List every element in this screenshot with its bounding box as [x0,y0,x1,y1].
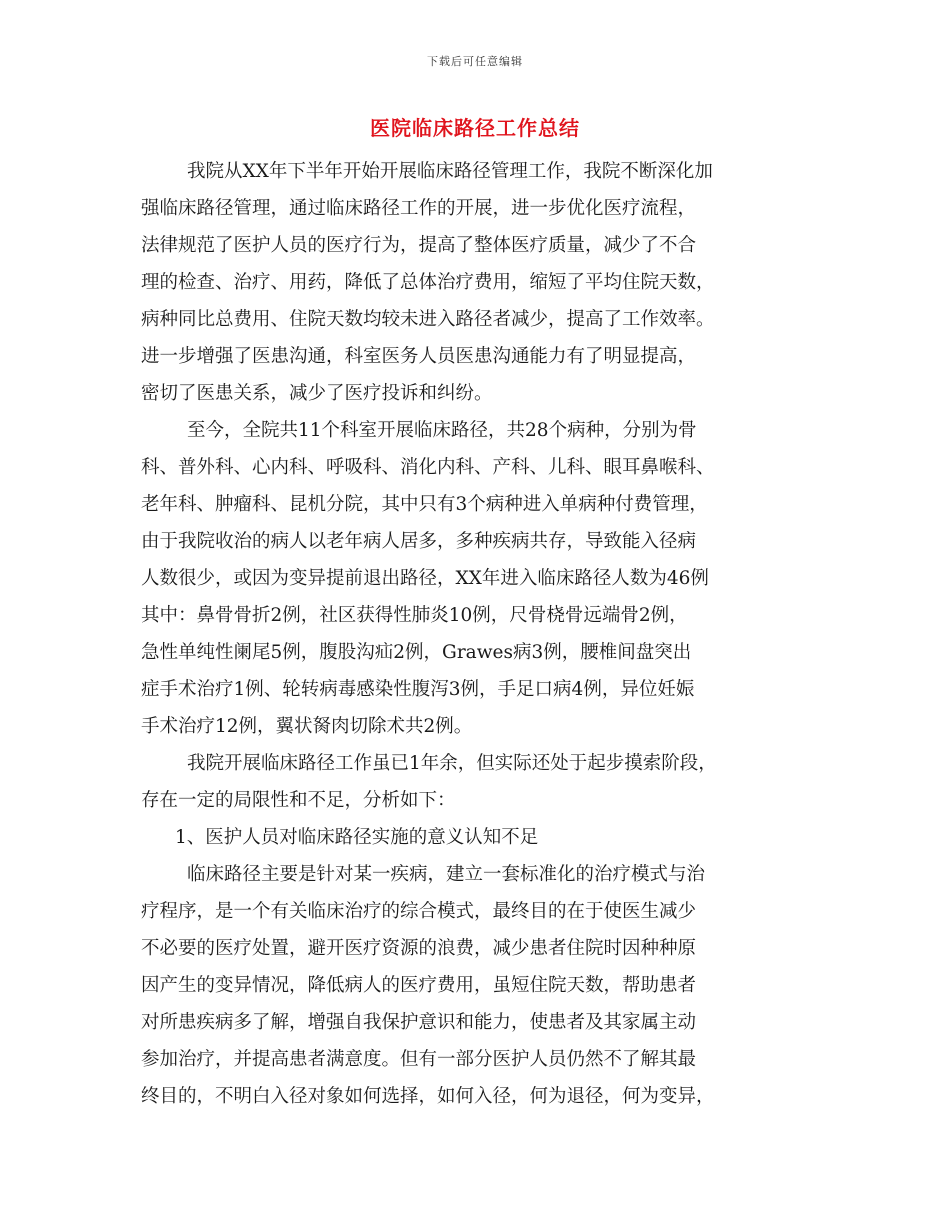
text-line: 密切了医患关系，减少了医疗投诉和纠纷。 [141,383,493,404]
section-heading: 1、医护人员对临床路径实施的意义认知不足 [175,827,539,848]
text-line: 手术治疗12例，翼状胬肉切除术共2例。 [141,716,473,737]
text-line: 由于我院收治的病人以老年病人居多，多种疾病共存，导致能入径病 [141,531,697,552]
text-line: 不必要的医疗处置，避开医疗资源的浪费，减少患者住院时因种种原 [141,938,697,959]
text-line: 急性单纯性阑尾5例，腹股沟疝2例，Grawes病3例，腰椎间盘突出 [141,642,692,663]
text-line: 科、普外科、心内科、呼吸科、消化内科、产科、儿科、眼耳鼻喉科、 [141,457,715,478]
text-line: 存在一定的局限性和不足，分析如下： [141,790,456,811]
text-line: 进一步增强了医患沟通，科室医务人员医患沟通能力有了明显提高， [141,346,697,367]
body-text [141,153,809,1115]
text-line: 强临床路径管理，通过临床路径工作的开展，进一步优化医疗流程， [141,198,697,219]
text-line: 法律规范了医护人员的医疗行为，提高了整体医疗质量，减少了不合 [141,235,697,256]
text-line: 理的检查、治疗、用药，降低了总体治疗费用，缩短了平均住院天数， [141,272,715,293]
text-line: 我院开展临床路径工作虽已1年余，但实际还处于起步摸索阶段， [187,753,717,774]
header-note: 下载后可任意编辑 [427,55,523,68]
text-line: 参加治疗，并提高患者满意度。但有一部分医护人员仍然不了解其最 [141,1049,697,1070]
text-line: 终目的，不明白入径对象如何选择，如何入径，何为退径，何为变异， [141,1086,715,1107]
text-line: 我院从XX年下半年开始开展临床路径管理工作，我院不断深化加 [187,161,713,182]
text-line: 病种同比总费用、住院天数均较未进入路径者减少，提高了工作效率。 [141,309,715,330]
text-line: 老年科、肿瘤科、昆机分院，其中只有3个病种进入单病种付费管理， [141,494,708,515]
text-line: 疗程序，是一个有关临床治疗的综合模式，最终目的在于使医生减少 [141,901,697,922]
text-line: 其中：鼻骨骨折2例，社区获得性肺炎10例，尺骨桡骨远端骨2例， [141,605,688,626]
text-line: 人数很少，或因为变异提前退出路径，XX年进入临床路径人数为46例 [141,568,709,589]
text-line: 至今，全院共11个科室开展临床路径，共28个病种，分别为骨 [187,420,697,441]
text-line: 症手术治疗1例、轮转病毒感染性腹泻3例，手足口病4例，异位妊娠 [141,679,695,700]
text-line: 对所患疾病多了解，增强自我保护意识和能力，使患者及其家属主动 [141,1012,697,1033]
text-line: 临床路径主要是针对某一疾病，建立一套标准化的治疗模式与治 [187,864,706,885]
document-title: 医院临床路径工作总结 [370,116,580,140]
text-line: 因产生的变异情况，降低病人的医疗费用，虽短住院天数，帮助患者 [141,975,697,996]
